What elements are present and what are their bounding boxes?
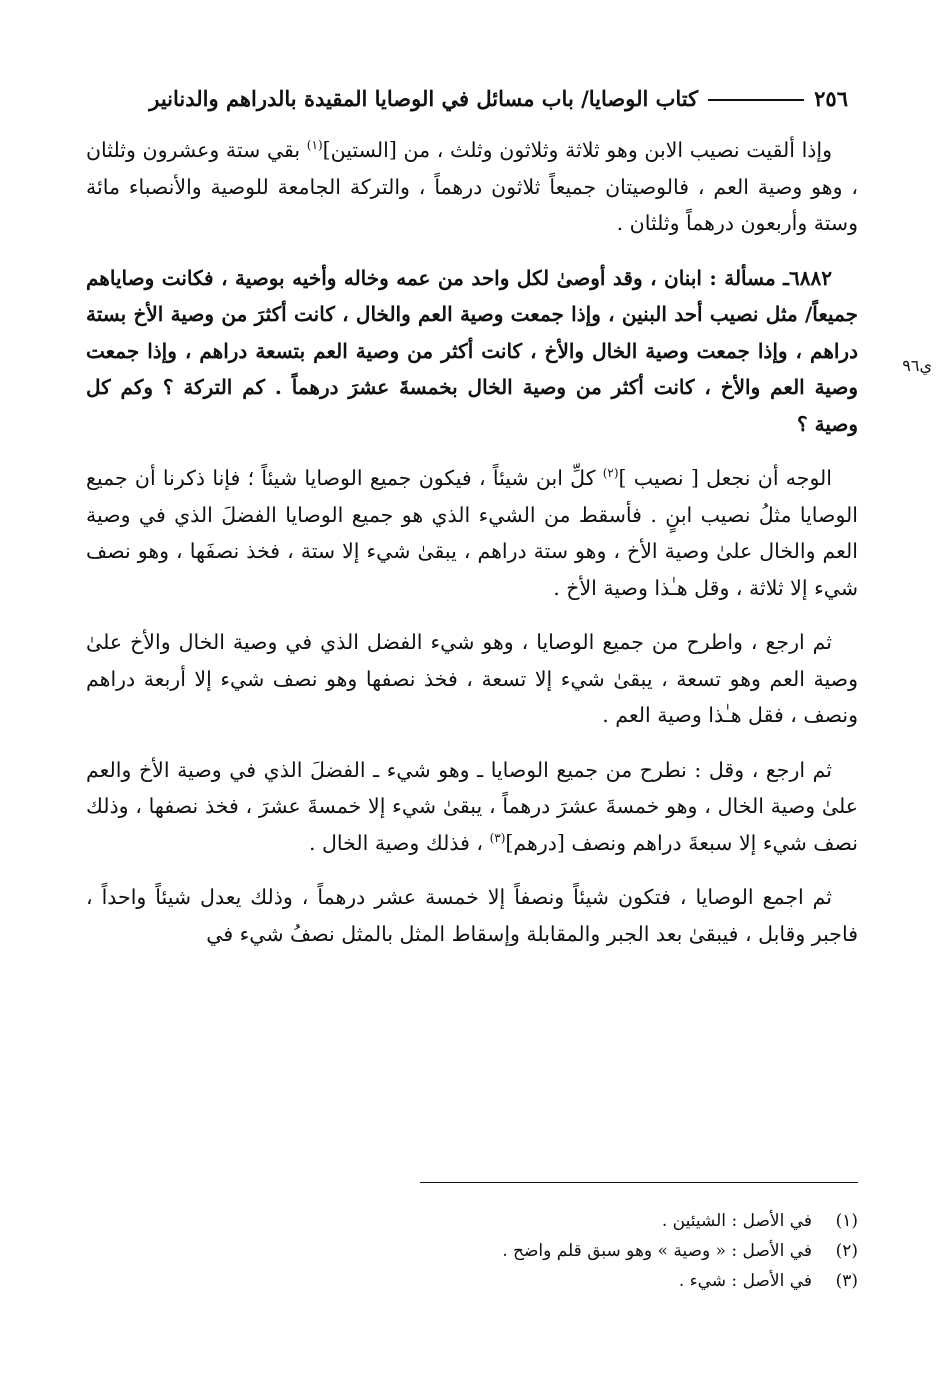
running-header: [86, 80, 848, 116]
footnotes: [300, 1206, 858, 1296]
footnote-1-number: (١): [835, 1211, 858, 1231]
paragraph-5: [86, 752, 858, 862]
footnote-3-text: في الأصل : شيء .: [678, 1271, 812, 1291]
footnote-3-number: (٣): [835, 1271, 858, 1291]
paragraph-4: [86, 624, 858, 734]
paragraph-6-text: ثم اجمع الوصايا ، فتكون شيئاً ونصفاً إلا خمسة عشر درهماً ، وذلك يعدل شيئاً واحداً ، فاجبر وقابل ، فيبقىٰ بعد الجبر والمقابلة وإسقاط المثل بالمثل نصفُ شيء في: [86, 885, 858, 946]
margin-page-reference: ي٩٦: [902, 356, 932, 375]
paragraph-3-text-a: الوجه أن نجعل [ نصيب ]: [618, 466, 832, 490]
footnote-separator: [420, 1182, 858, 1183]
footnote-3: [300, 1266, 858, 1296]
footnote-ref-2: (٢): [602, 466, 619, 481]
footnote-2-number: (٢): [835, 1241, 858, 1261]
paragraph-6: [86, 879, 858, 952]
paragraph-1-text-b: بقي ستة وعشرون وثلثان ، وهو وصية العم ، فالوصيتان جميعاً ثلاثون درهماً ، والتركة الجامعة للوصية والأنصباء مائة وستة وأربعون درهماً وثلثان .: [86, 138, 858, 235]
problem-statement-6882: [86, 260, 858, 443]
footnote-ref-3: (٣): [489, 830, 506, 845]
problem-statement-text: ٦٨٨٢ـ مسألة : ابنان ، وقد أوصىٰ لكل واحد من عمه وخاله وأخيه بوصية ، فكانت وصاياهم جميعاً/ مثل نصيب أحد البنين ، وإذا جمعت وصية العم والخال ، كانت أكثرَ من وصية الأخ بستة دراهم ، وإذا جمعت وصية الخال والأخ ، كانت أكثر من وصية العم بتسعة دراهم ، وإذا جمعت وصية العم والأخ ، كانت أكثر من وصية الخال بخمسةَ عشرَ درهماً . كم التركة ؟ وكم كل وصية ؟: [86, 265, 859, 436]
footnote-1-text: في الأصل : الشيئين .: [661, 1211, 812, 1231]
paragraph-4-text: ثم ارجع ، واطرح من جميع الوصايا ، وهو شيء الفضل الذي في وصية الخال والأخ علىٰ وصية العم وهو تسعة ، يبقىٰ شيء إلا تسعة ، فخذ نصفها وهو نصف شيء إلا أربعة دراهم ونصف ، فقل هـٰذا وصية العم .: [86, 630, 858, 727]
paragraph-5-text-b: ، فذلك وصية الخال .: [308, 830, 490, 855]
header-title: كتاب الوصايا/ باب مسائل في الوصايا المقيدة بالدراهم والدنانير: [149, 85, 699, 111]
paragraph-5-text-a: ثم ارجع ، وقل : نطرح من جميع الوصايا ـ وهو شيء ـ الفضلَ الذي في وصية الأخ والعم علىٰ وصية الخال ، وهو خمسةَ عشرَ درهماً ، يبقىٰ شيء إلا خمسةَ عشرَ ، فخذ نصفها ، وذلك نصف شيء إلا سبعةَ دراهم ونصف [درهم]: [86, 757, 858, 855]
footnote-1: [300, 1206, 858, 1236]
footnote-2-text: في الأصل : « وصية » وهو سبق قلم واضح .: [502, 1241, 812, 1261]
header-rule: [708, 99, 804, 101]
paragraph-1: [86, 132, 858, 242]
footnote-2: [300, 1236, 858, 1266]
page-number: ٢٥٦: [814, 85, 848, 111]
paragraph-3: [86, 460, 858, 606]
main-text: [86, 132, 858, 952]
footnote-ref-1: (١): [306, 138, 323, 153]
paragraph-3-text-b: كلِّ ابن شيئاً ، فيكون جميع الوصايا شيئاً ؛ فإنا ذكرنا أن جميع الوصايا مثلُ نصيب ابنٍ . فأسقط من الشيء الذي هو جميع الوصايا الفضلَ الذي في وصية العم والخال علىٰ وصية الأخ ، وهو ستة دراهم ، يبقىٰ شيء إلا ستة ، فخذ نصفَها ، وهو نصف شيء إلا ثلاثة ، وقل هـٰذا وصية الأخ .: [86, 466, 858, 600]
paragraph-1-text-a: وإذا ألقيت نصيب الابن وهو ثلاثة وثلاثون وثلث ، من [الستين]: [322, 138, 832, 162]
